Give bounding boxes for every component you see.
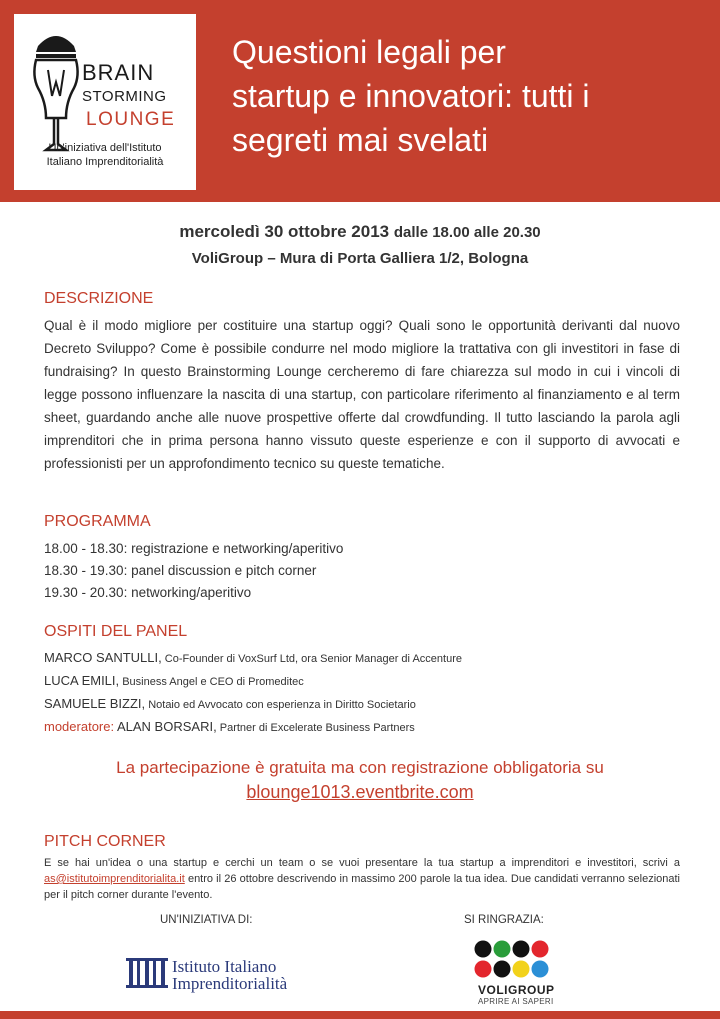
- voligroup-dot: [494, 961, 511, 978]
- voligroup-dot: [475, 941, 492, 958]
- guest-item: [44, 670, 462, 693]
- registration-link[interactable]: blounge1013.eventbrite.com: [246, 782, 474, 802]
- logo-subtitle-line2: Italiano Imprenditorialità: [46, 156, 164, 168]
- voligroup-dot: [532, 961, 549, 978]
- program-list: [44, 538, 343, 604]
- moderator-name: ALAN BORSARI,: [114, 719, 217, 734]
- header-banner: [0, 0, 720, 202]
- guest-name: SAMUELE BIZZI,: [44, 696, 146, 711]
- event-title-line3: segreti mai svelati: [232, 122, 489, 158]
- istituto-name: [172, 958, 287, 992]
- program-heading: PROGRAMMA: [44, 513, 151, 530]
- voligroup-dot: [513, 941, 530, 958]
- pitch-text-after: entro il 26 ottobre descrivendo in massimo 200 parole la tua idea. Due candidati verranno selezionati per il pitch corner durante l'evento.: [44, 873, 680, 901]
- pitch-text-before: E se hai un'idea o una startup e cerchi un team o se vuoi presentare la tua startup a imprenditori e investitori, scrivi a: [44, 857, 680, 869]
- voligroup-dot: [494, 941, 511, 958]
- initiative-label: UN'INIZIATIVA DI:: [160, 914, 253, 926]
- guest-name: LUCA EMILI,: [44, 673, 120, 688]
- registration-notice: [0, 756, 720, 804]
- thanks-label: SI RINGRAZIA:: [464, 914, 544, 926]
- registration-text: La partecipazione è gratuita ma con registrazione obbligatoria su: [116, 758, 604, 777]
- lightbulb-icon: [28, 26, 84, 156]
- guest-item: [44, 693, 462, 716]
- voligroup-dot: [513, 961, 530, 978]
- voligroup-name: VOLIGROUP: [478, 983, 555, 997]
- logo-brain-text: BRAIN: [82, 60, 155, 85]
- program-item: 18.30 - 19.30: panel discussion e pitch corner: [44, 563, 317, 578]
- guest-detail: Business Angel e CEO di Promeditec: [119, 676, 304, 688]
- brainstorming-lounge-logo: [14, 14, 196, 190]
- event-date-text: mercoledì 30 ottobre 2013: [179, 222, 390, 241]
- voligroup-logo-icon: [474, 940, 554, 982]
- logo-lounge-text: LOUNGE: [86, 109, 176, 130]
- moderator-item: [44, 716, 462, 739]
- event-title-line2: startup e innovatori: tutti i: [232, 78, 590, 114]
- description-text: Qual è il modo migliore per costituire una startup oggi? Quali sono le opportunità derivanti dal nuovo Decreto Sviluppo? Come è possibile condurre nel modo migliore la trattativa con gli investitori in fase di fundraising? In questo Brainstorming Lounge cercheremo di fare chiarezza sul modo in cui i vincoli di legge possono influenzare la nascita di una startup, con particolare riferimento al finanziamento e al term sheet, guardando anche alle nuove prospettive offerte dal crowdfunding. Il tutto lasciando la parola agli imprenditori che in prima persona hanno vissuto queste esperienze e con il supporto di avvocati e professionisti per un approfondimento tecnico su queste tematiche.: [44, 318, 680, 471]
- program-item: 19.30 - 20.30: networking/aperitivo: [44, 585, 252, 600]
- guests-list: [44, 647, 462, 739]
- voligroup-tagline: APRIRE AI SAPERI: [478, 997, 554, 1006]
- moderator-label: moderatore:: [44, 719, 115, 734]
- guest-detail: Notaio ed Avvocato con esperienza in Diritto Societario: [145, 699, 416, 711]
- pitch-email-link[interactable]: as@istitutoimprenditorialita.it: [44, 873, 185, 885]
- pitch-text: [44, 855, 680, 903]
- logo-subtitle-line1: Un'iniziativa dell'Istituto: [48, 142, 162, 154]
- program-item: 18.00 - 18.30: registrazione e networking/aperitivo: [44, 541, 344, 556]
- istituto-logo-icon: [126, 956, 168, 990]
- logo-storming-text: STORMING: [82, 88, 167, 105]
- pitch-heading: PITCH CORNER: [44, 833, 166, 850]
- istituto-name-line1: Istituto Italiano: [172, 957, 277, 976]
- logo-subtitle: [20, 141, 190, 169]
- moderator-detail: Partner di Excelerate Business Partners: [216, 722, 415, 734]
- event-title: [232, 30, 702, 162]
- istituto-name-line2: Imprenditorialità: [172, 974, 288, 993]
- voligroup-dot: [475, 961, 492, 978]
- description-heading: DESCRIZIONE: [44, 290, 154, 307]
- event-title-line1: Questioni legali per: [232, 34, 506, 70]
- event-hours: dalle 18.00 alle 20.30: [393, 224, 541, 241]
- event-venue: VoliGroup – Mura di Porta Galliera 1/2, Bologna: [191, 250, 529, 267]
- voligroup-dot: [532, 941, 549, 958]
- guests-heading: OSPITI DEL PANEL: [44, 623, 188, 640]
- guest-detail: Co-Founder di VoxSurf Ltd, ora Senior Manager di Accenture: [161, 653, 462, 665]
- guest-item: [44, 647, 462, 670]
- guest-name: MARCO SANTULLI,: [44, 650, 162, 665]
- footer-bar: [0, 1011, 720, 1019]
- event-date: [0, 222, 720, 242]
